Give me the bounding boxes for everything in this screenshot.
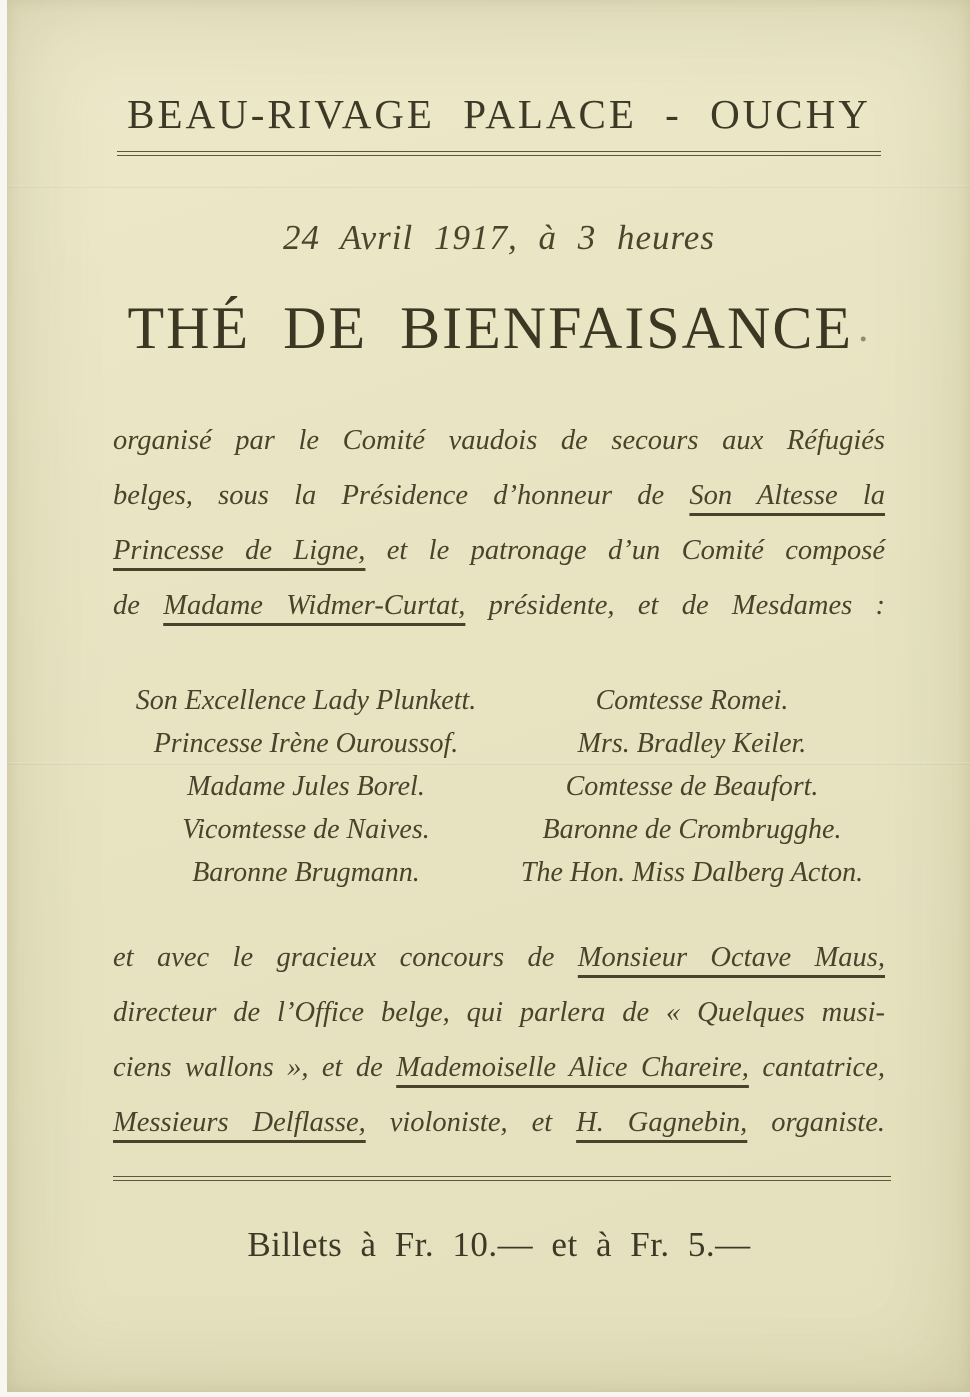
committee-member: The Hon. Miss Dalberg Acton.	[520, 857, 864, 888]
text-segment: organiste.	[747, 1107, 885, 1138]
committee-right-column	[499, 679, 885, 894]
hotel-name-header: BEAU-RIVAGE PALACE - OUCHY	[127, 91, 871, 137]
ticket-prices: Billets à Fr. 10.— et à Fr. 5.—	[247, 1225, 751, 1264]
text-segment: cantatrice,	[748, 1052, 885, 1083]
text-segment: organisé par le Comité vaudois de secours aux Réfugiés	[113, 425, 885, 456]
concours-line	[113, 930, 885, 985]
underlined-name: Messieurs Delflasse,	[113, 1107, 366, 1138]
committee-member: Comtesse Romei.	[595, 685, 789, 716]
committee-member: Mrs. Bradley Keiler.	[577, 728, 807, 759]
intro-line	[113, 468, 885, 523]
flyer-content	[113, 0, 885, 1265]
underlined-name: Princesse de Ligne,	[113, 535, 366, 566]
concours-line	[113, 1040, 885, 1095]
event-title-text: THÉ DE BIENFAISANCE	[127, 295, 854, 361]
committee-member: Madame Jules Borel.	[187, 771, 425, 802]
concours-line	[113, 985, 885, 1040]
committee-member: Comtesse de Beaufort.	[565, 771, 819, 802]
double-rule-top	[117, 151, 881, 156]
intro-line	[113, 523, 885, 578]
double-rule-bottom	[113, 1176, 891, 1181]
concours-paragraph	[113, 930, 885, 1150]
text-segment: ciens wallons », et de	[113, 1052, 397, 1083]
scanned-flyer-paper	[7, 0, 970, 1392]
committee-list	[113, 679, 885, 894]
title-end-mark: .	[858, 305, 871, 351]
intro-paragraph	[113, 413, 885, 633]
intro-line	[113, 413, 885, 468]
event-title	[113, 294, 885, 363]
text-segment: et le patronage d’un Comité composé	[365, 535, 885, 566]
text-segment: de	[113, 590, 164, 621]
concours-line	[113, 1095, 885, 1150]
underlined-name: Monsieur Octave Maus,	[577, 942, 885, 973]
text-segment: belges, sous la Présidence d’honneur de	[113, 480, 690, 511]
committee-member: Vicomtesse de Naives.	[182, 814, 430, 845]
text-segment: présidente, et de Mesdames :	[465, 590, 885, 621]
underlined-name: Mademoiselle Alice Chareire,	[396, 1052, 749, 1083]
text-segment: violoniste, et	[365, 1107, 577, 1138]
text-segment: directeur de l’Office belge, qui parlera de « Quelques musi-	[113, 997, 885, 1028]
underlined-name: Son Altesse la	[689, 480, 885, 511]
committee-member: Son Excellence Lady Plunkett.	[135, 685, 477, 716]
intro-line	[113, 578, 885, 633]
committee-member: Princesse Irène Ouroussof.	[153, 728, 459, 759]
text-segment: et avec le gracieux concours de	[113, 942, 578, 973]
committee-member: Baronne Brugmann.	[192, 857, 420, 888]
committee-member: Baronne de Crombrugghe.	[542, 814, 842, 845]
event-date: 24 Avril 1917, à 3 heures	[283, 218, 715, 257]
underlined-name: H. Gagnebin,	[576, 1107, 748, 1138]
committee-left-column	[113, 679, 499, 894]
underlined-name: Madame Widmer-Curtat,	[163, 590, 466, 621]
